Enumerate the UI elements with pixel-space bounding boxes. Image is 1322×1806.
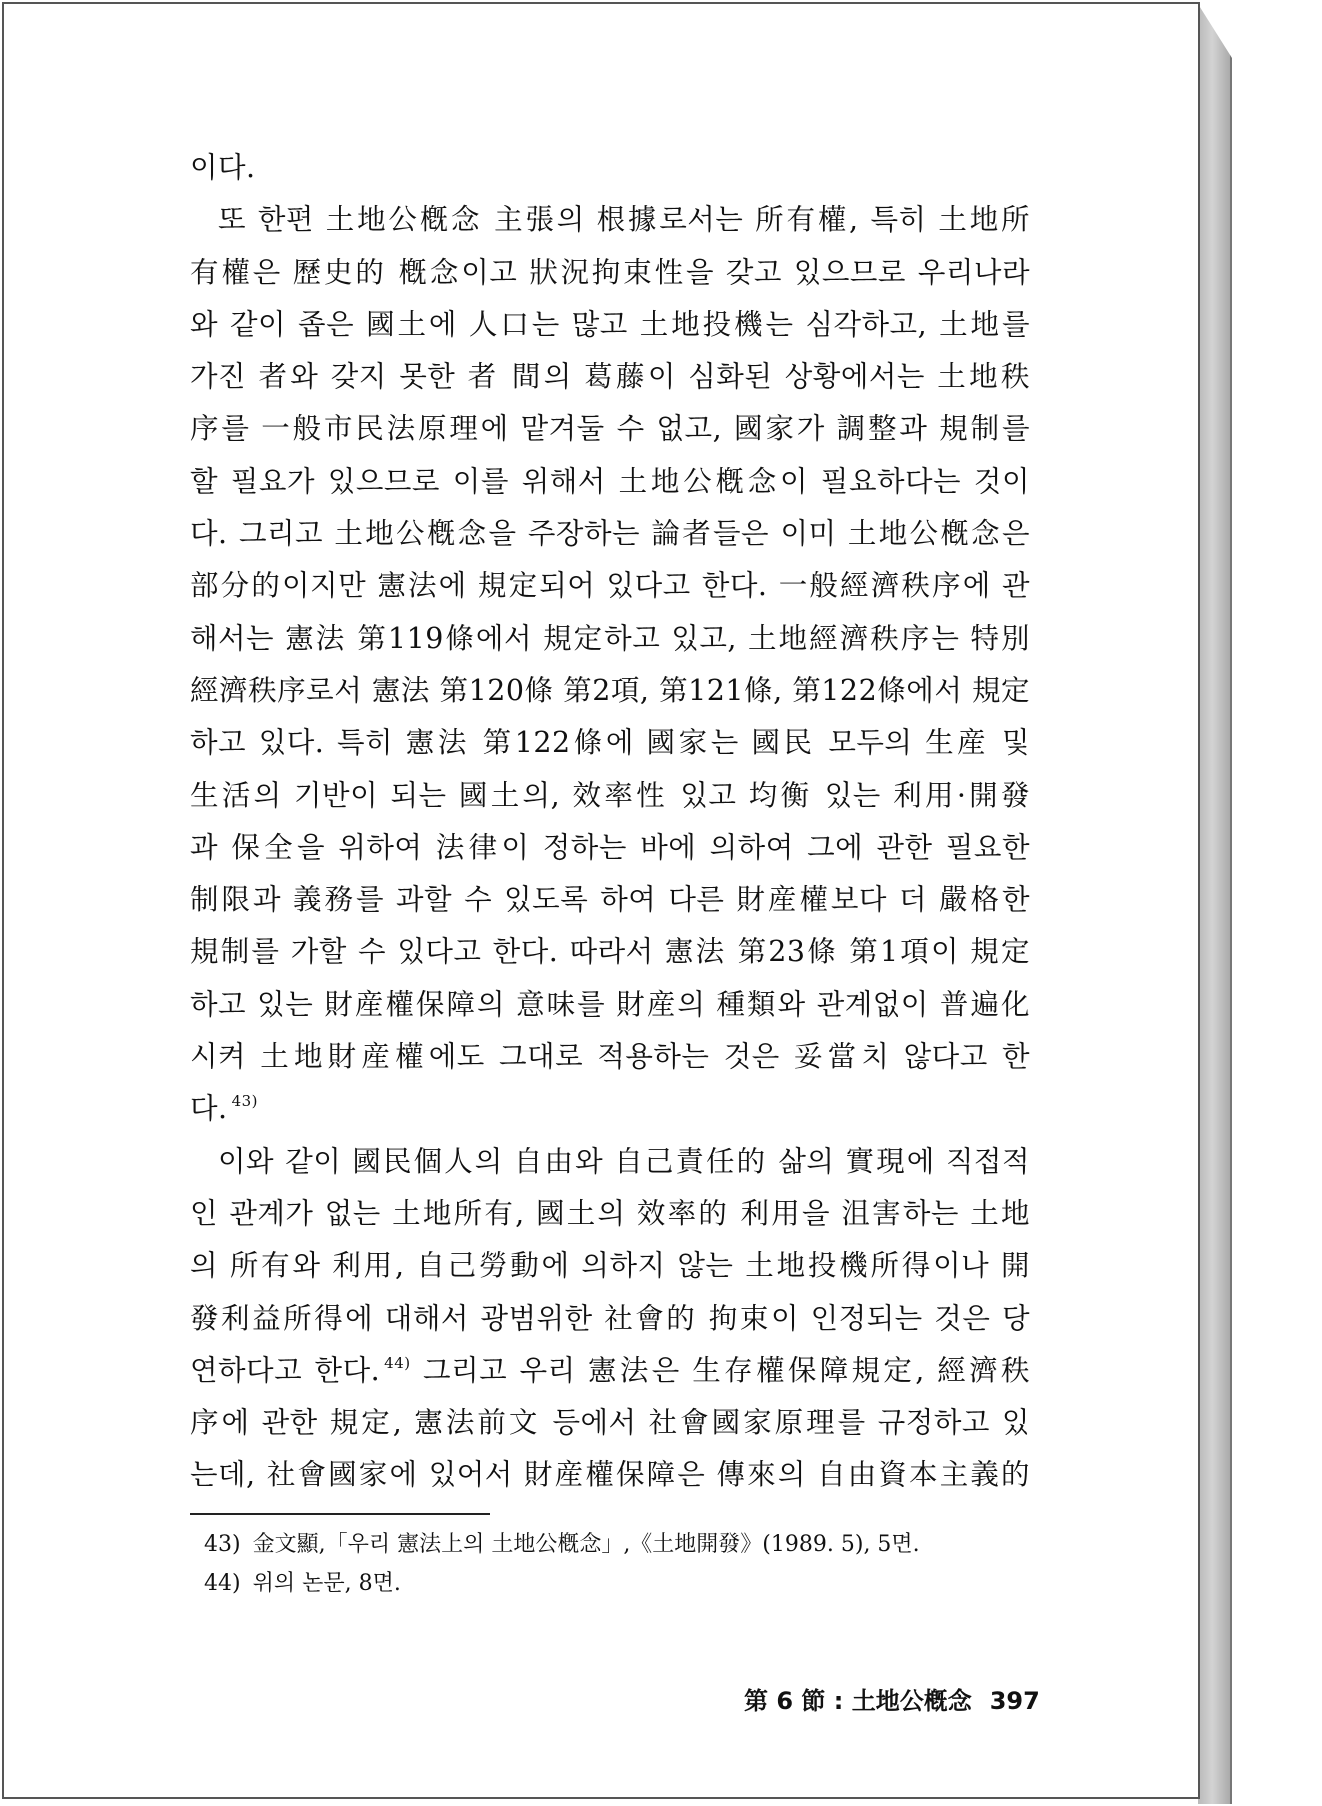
text-line: 部分的이지만 憲法에 規定되어 있다고 한다. 一般經濟秩序에 관	[190, 569, 1030, 603]
running-footer	[744, 1681, 1040, 1716]
text-line: 와 같이 좁은 國土에 人口는 많고 土地投機는 심각하고, 土地를	[190, 307, 1030, 341]
text-line	[190, 1345, 1030, 1397]
footnote-text: 위의 논문, 8면.	[252, 1571, 401, 1596]
text-line: 과 保全을 위하여 法律이 정하는 바에 의하여 그에 관한 필요한	[190, 830, 1030, 864]
text-line: 하고 있다. 특히 憲法 第122條에 國家는 國民 모두의 生産 및	[190, 726, 1030, 760]
book-page	[2, 2, 1200, 1799]
text-line: 序에 관한 規定, 憲法前文 등에서 社會國家原理를 규정하고 있	[190, 1406, 1030, 1440]
text-line: 는데, 社會國家에 있어서 財産權保障은 傳來의 自由資本主義的	[190, 1458, 1030, 1492]
text-line: 生活의 기반이 되는 國土의, 效率性 있고 均衡 있는 利用·開發	[190, 778, 1030, 812]
text-line: 해서는 憲法 第119條에서 規定하고 있고, 土地經濟秩序는 特別	[190, 621, 1030, 655]
footnote-divider	[190, 1513, 490, 1515]
text-line: 有權은 歷史的 槪念이고 狀況拘束性을 갖고 있으므로 우리나라	[190, 255, 1030, 289]
text-segment: 다.	[190, 1092, 228, 1126]
page-number: 397	[989, 1687, 1040, 1715]
text-line: 發利益所得에 대해서 광범위한 社會的 拘束이 인정되는 것은 당	[190, 1301, 1030, 1335]
text-line	[190, 1083, 1030, 1135]
text-line: 經濟秩序로서 憲法 第120條 第2項, 第121條, 第122條에서 規定	[190, 673, 1030, 707]
text-line: 다. 그리고 土地公槪念을 주장하는 論者들은 이미 土地公槪念은	[190, 517, 1030, 551]
body-text	[190, 142, 1030, 1502]
footnote-number: 44)	[204, 1571, 241, 1596]
text-segment: 연하다고 한다.	[190, 1353, 381, 1387]
text-line: 가진 者와 갖지 못한 者 間의 葛藤이 심화된 상황에서는 土地秩	[190, 360, 1030, 394]
footnote-ref: 43)	[231, 1092, 259, 1111]
text-line: 序를 一般市民法原理에 맡겨둘 수 없고, 國家가 調整과 規制를	[190, 412, 1030, 446]
text-line: 인 관계가 없는 土地所有, 國土의 效率的 利用을 沮害하는 土地	[190, 1196, 1030, 1230]
footnote	[204, 1525, 1024, 1564]
footnotes	[204, 1525, 1024, 1603]
text-segment: 그리고 우리 憲法은 生存權保障規定, 經濟秩	[410, 1353, 1030, 1387]
section-title: 第 6 節 : 土地公槪念	[744, 1687, 972, 1715]
footnote	[204, 1564, 1024, 1603]
footnote-number: 43)	[204, 1532, 241, 1557]
text-line: 시켜 土地財産權에도 그대로 적용하는 것은 妥當치 않다고 한	[190, 1040, 1030, 1074]
page-edge	[1198, 4, 1232, 1804]
text-line: 이와 같이 國民個人의 自由와 自己責任的 삶의 實現에 직접적	[218, 1144, 1030, 1178]
text-line: 또 한편 土地公槪念 主張의 根據로서는 所有權, 특히 土地所	[218, 203, 1030, 237]
text-line: 制限과 義務를 과할 수 있도록 하여 다른 財産權보다 더 嚴格한	[190, 883, 1030, 917]
footnote-text: 金文顯,「우리 憲法上의 土地公槪念」,《土地開發》(1989. 5), 5면.	[252, 1532, 920, 1557]
text-line: 이다.	[190, 151, 256, 184]
text-line: 規制를 가할 수 있다고 한다. 따라서 憲法 第23條 第1項이 規定	[190, 935, 1030, 969]
text-line: 할 필요가 있으므로 이를 위해서 土地公槪念이 필요하다는 것이	[190, 464, 1030, 498]
text-line: 하고 있는 財産權保障의 意味를 財産의 種類와 관계없이 普遍化	[190, 987, 1030, 1021]
text-line: 의 所有와 利用, 自己勞動에 의하지 않는 土地投機所得이나 開	[190, 1249, 1030, 1283]
footnote-ref: 44)	[384, 1353, 411, 1372]
